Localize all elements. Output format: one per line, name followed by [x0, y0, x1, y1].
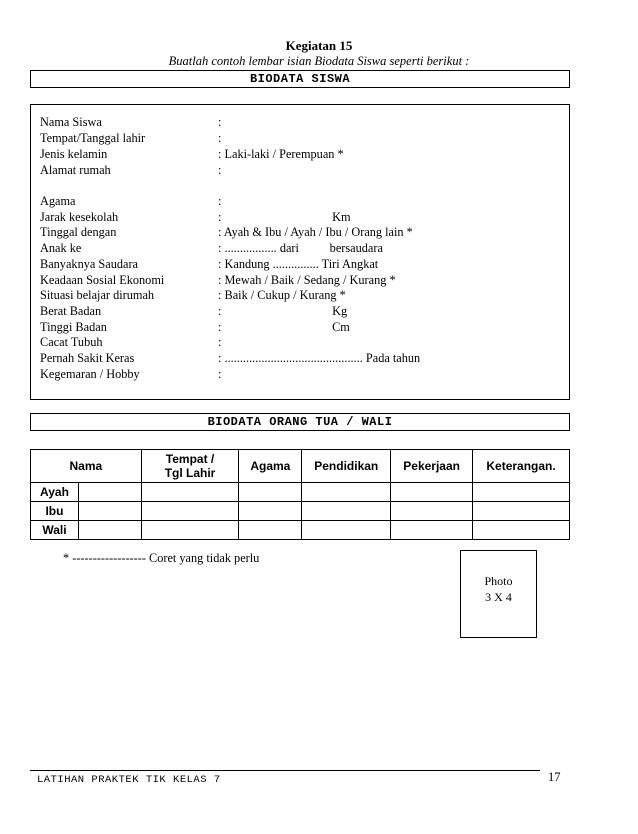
field-label: Nama Siswa	[40, 115, 102, 129]
column-header-tempat-tgl-lahir	[141, 450, 239, 483]
row-label-ayah: Ayah	[31, 483, 79, 502]
column-header-line: Tempat /	[165, 452, 215, 466]
field-value: : ............................................. Pada tahun	[218, 351, 421, 365]
column-header-keterangan: Keterangan.	[473, 450, 570, 483]
biodata-siswa-form	[30, 104, 570, 400]
column-header-line: Tgl Lahir	[164, 466, 216, 480]
table-cell[interactable]	[473, 483, 570, 502]
table-cell[interactable]	[302, 483, 391, 502]
table-cell[interactable]	[239, 521, 302, 540]
biodata-siswa-heading: BIODATA SISWA	[30, 70, 570, 88]
field-label: Situasi belajar dirumah	[40, 288, 155, 302]
table-cell[interactable]	[391, 502, 473, 521]
table-cell[interactable]	[302, 502, 391, 521]
field-label: Jenis kelamin	[40, 147, 108, 161]
row-label-ibu: Ibu	[31, 502, 79, 521]
photo-label-line2: 3 X 4	[485, 590, 512, 604]
field-label: Tinggal dengan	[40, 225, 117, 239]
table-cell[interactable]	[141, 483, 239, 502]
activity-title: Kegiatan 15	[285, 38, 353, 53]
row-label-wali: Wali	[31, 521, 79, 540]
table-cell[interactable]	[78, 483, 141, 502]
table-cell[interactable]	[78, 502, 141, 521]
field-label: Jarak kesekolah	[40, 210, 119, 224]
photo-box	[460, 550, 537, 638]
field-label: Tinggi Badan	[40, 320, 107, 334]
field-value: :	[218, 131, 222, 145]
table-header-row	[31, 450, 570, 483]
photo-label-line1: Photo	[484, 574, 513, 588]
footer-divider	[30, 770, 540, 771]
field-label: Cacat Tubuh	[40, 335, 103, 349]
field-value: : Kg	[218, 304, 348, 318]
field-value: : Ayah & Ibu / Ayah / Ibu / Orang lain *	[218, 225, 413, 239]
table-row	[31, 502, 570, 521]
field-label: Pernah Sakit Keras	[40, 351, 135, 365]
table-cell[interactable]	[141, 521, 239, 540]
field-label: Kegemaran / Hobby	[40, 367, 140, 381]
field-label: Alamat rumah	[40, 163, 111, 177]
table-cell[interactable]	[473, 521, 570, 540]
table-row	[31, 483, 570, 502]
page-number: 17	[548, 770, 561, 784]
field-label: Tempat/Tanggal lahir	[40, 131, 146, 145]
table-row	[31, 521, 570, 540]
field-label: Keadaan Sosial Ekonomi	[40, 273, 165, 287]
field-value: : Cm	[218, 320, 350, 334]
field-value: : Kandung ............... Tiri Angkat	[218, 257, 379, 271]
column-header-pekerjaan: Pekerjaan	[391, 450, 473, 483]
table-cell[interactable]	[302, 521, 391, 540]
table-cell[interactable]	[141, 502, 239, 521]
field-label: Anak ke	[40, 241, 82, 255]
footer-text: LATIHAN PRAKTEK TIK KELAS 7	[37, 774, 221, 786]
field-value: : Mewah / Baik / Sedang / Kurang *	[218, 273, 396, 287]
field-value: : Laki-laki / Perempuan *	[218, 147, 344, 161]
field-value: : Km	[218, 210, 351, 224]
field-value: :	[218, 335, 222, 349]
field-label: Berat Badan	[40, 304, 102, 318]
activity-instruction: Buatlah contoh lembar isian Biodata Siswa seperti berikut :	[168, 54, 470, 68]
table-cell[interactable]	[239, 502, 302, 521]
column-header-pendidikan: Pendidikan	[302, 450, 391, 483]
field-label: Agama	[40, 194, 76, 208]
column-header-nama: Nama	[31, 450, 142, 483]
field-value: :	[218, 163, 222, 177]
table-cell[interactable]	[78, 521, 141, 540]
field-value: :	[218, 367, 222, 381]
field-value: : Baik / Cukup / Kurang *	[218, 288, 346, 302]
table-cell[interactable]	[391, 483, 473, 502]
parent-table	[30, 449, 570, 540]
field-value: :	[218, 194, 222, 208]
photo-label	[461, 573, 536, 605]
table-cell[interactable]	[473, 502, 570, 521]
biodata-ortu-heading: BIODATA ORANG TUA / WALI	[30, 413, 570, 431]
field-label: Banyaknya Saudara	[40, 257, 138, 271]
footnote: * ------------------ Coret yang tidak perlu	[63, 551, 260, 565]
field-value: : ................. dari bersaudara	[218, 241, 383, 255]
column-header-agama: Agama	[239, 450, 302, 483]
table-cell[interactable]	[391, 521, 473, 540]
table-cell[interactable]	[239, 483, 302, 502]
field-value: :	[218, 115, 222, 129]
